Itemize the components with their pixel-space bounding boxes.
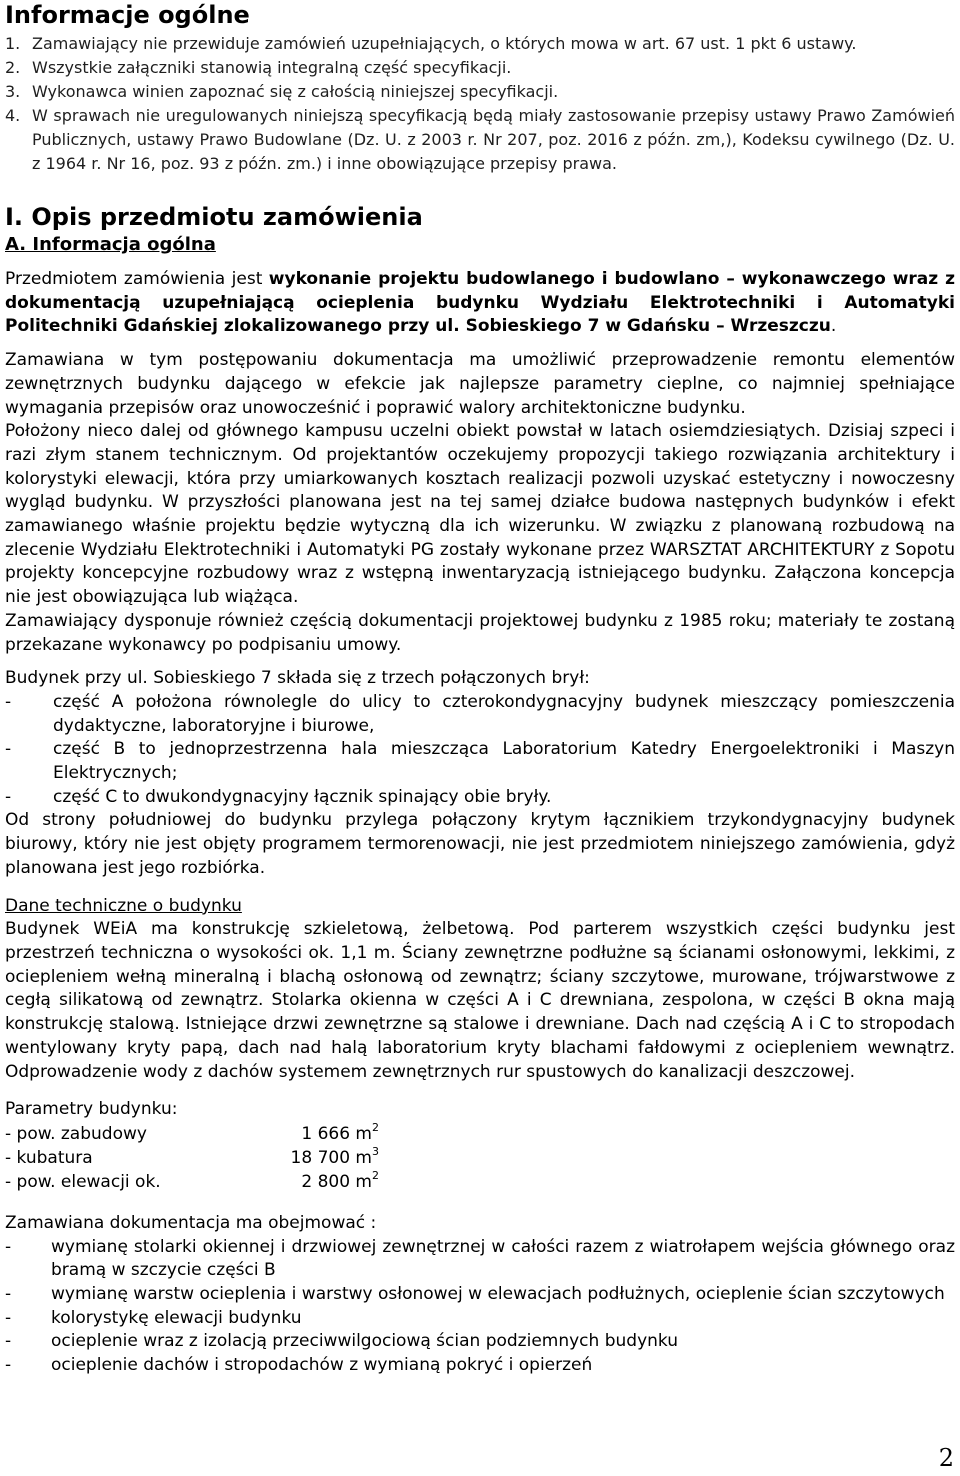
body-paragraph: Zamawiana w tym postępowaniu dokumentacja ma umożliwić przeprowadzenie remontu elementów zewnętrznych budynku dającego w efekcie jak najlepsze parametry cieplne, co najmniej spełniające wymagania przepisów oraz unowocześnić i poprawić walory architektoniczne budynku. <box>5 350 955 418</box>
param-value-text: 2 800 m <box>301 1171 372 1192</box>
general-info-list <box>5 32 955 176</box>
param-value <box>269 1170 379 1194</box>
list-item <box>5 786 955 810</box>
item-text: W sprawach nie uregulowanych niniejszą specyfikacją będą miały zastosowanie przepisy ustawy Prawo Zamówień Publicznych, ustawy Prawo Budowlane (Dz. U. z 2003 r. Nr 207, poz. 2016 z późn. zm,), Kodeksu cywilnego (Dz. U. z 1964 r. Nr 16, poz. 93 z późn. zm.) i inne obowiązujące przepisy prawa. <box>32 106 955 173</box>
tech-data-heading: Dane techniczne o budynku <box>5 895 242 916</box>
dash-bullet: - <box>5 1355 12 1376</box>
list-item-text: ocieplenie wraz z izolacją przeciwwilgociową ścian podziemnych budynku <box>51 1331 678 1352</box>
list-item <box>5 1283 955 1307</box>
list-item-text: kolorystykę elewacji budynku <box>51 1307 302 1328</box>
list-item-text: wymianę stolarki okiennej i drzwiowej zewnętrznej w całości razem z wiatrołapem wejścia głównego oraz bramą w szczycie części B <box>51 1236 955 1281</box>
building-parts-list <box>5 691 955 810</box>
scope-list <box>5 1236 955 1378</box>
params-heading: Parametry budynku: <box>5 1099 178 1120</box>
dash-bullet: - <box>5 691 12 712</box>
item-number: 3. <box>5 82 21 101</box>
param-row <box>5 1146 955 1170</box>
body-paragraph: Położony nieco dalej od głównego kampusu uczelni obiekt powstał w latach osiemdziesiątych. Dzisiaj szpeci i razi złym stanem technicznym. Od projektantów oczekujemy propozycji takiego rozwiązania architektury i kolorystyki elewacji, która przy umiarkowanych kosztach realizacji pozwoli uzyskać estetyczny i nowoczesny wygląd budynku. W przyszłości planowana jest na tej samej działce budowa następnych budynków i efekt zamawianego właśnie projektu będzie wytyczną dla ich wizerunku. W związku z planowaną rozbudową na zlecenie Wydziału Elektrotechniki i Automatyki PG zostały wykonane przez WARSZTAT ARCHITEKTURY z Sopotu projekty koncepcyjne rozbudowy wraz z wstępną inwentaryzacją istniejącego budynku. Załączona koncepcja nie jest obowiązująca lub wiążąca. <box>5 421 955 608</box>
item-number: 1. <box>5 34 21 53</box>
list-item <box>5 1307 955 1331</box>
param-unit-exponent: 2 <box>372 1120 379 1134</box>
param-label: - kubatura <box>5 1147 93 1168</box>
list-item <box>5 691 955 738</box>
list-item <box>5 1330 955 1354</box>
building-intro: Budynek przy ul. Sobieskiego 7 składa się z trzech połączonych brył: <box>5 668 590 689</box>
list-item-text: część A położona równolegle do ulicy to czterokondygnacyjny budynek mieszczący pomieszczenia dydaktyczne, laboratoryjne i biurowe, <box>53 691 955 736</box>
general-info-item <box>5 56 955 80</box>
intro-bold: wykonanie projektu budowlanego i budowlano – wykonawczego wraz z dokumentacją uzupełniającą ocieplenia budynku Wydziału Elektrotechniki i Automatyki Politechniki Gdańskiej zlokalizowanego przy ul. Sobieskiego 7 w Gdańsku – Wrzeszczu <box>5 269 955 337</box>
intro-suffix: . <box>830 316 837 337</box>
item-text: Wykonawca winien zapoznać się z całością niniejszej specyfikacji. <box>32 82 559 101</box>
item-text: Wszystkie załączniki stanowią integralną część specyfikacji. <box>32 58 512 77</box>
item-number: 2. <box>5 58 21 77</box>
intro-paragraph <box>5 268 955 339</box>
tech-data-paragraph: Budynek WEiA ma konstrukcję szkieletową, żelbetową. Pod parterem wszystkich części budynku jest przestrzeń techniczna o wysokości ok. 1,1 m. Ściany zewnętrzne podłużne są ścianami osłonowymi, lekkimi, z ociepleniem wełną mineralną i blachą osłonową od zewnątrz; ściany szczytowe, murowane, trójwarstwowe z cegłą silikatową od zewnątrz. Stolarka okienna w części A i C drewniana, zespolona, w części B okna mają konstrukcję stalową. Istniejące drzwi zewnętrzne są stalowe i drewniane. Dach nad częścią A i C to stropodach wentylowany kryty papą, dach nad halą laboratorium kryty blachami fałdowymi z ociepleniem wewnątrz. Odprowadzenie wody z dachów systemem zewnętrznych rur spustowych do kanalizacji deszczowej. <box>5 919 955 1082</box>
item-text: Zamawiający nie przewiduje zamówień uzupełniających, o których mowa w art. 67 ust. 1 pkt 6 ustawy. <box>32 34 857 53</box>
list-item <box>5 1236 955 1283</box>
intro-prefix: Przedmiotem zamówienia jest <box>5 269 269 289</box>
body-paragraph: Zamawiający dysponuje również częścią dokumentacji projektowej budynku z 1985 roku; materiały te zostaną przekazane wykonawcy po podpisaniu umowy. <box>5 610 955 655</box>
subsection-heading: A. Informacja ogólna <box>5 234 216 255</box>
general-info-item <box>5 80 955 104</box>
dash-bullet: - <box>5 1331 12 1352</box>
dash-bullet: - <box>5 1307 12 1328</box>
param-row <box>5 1170 955 1194</box>
param-value <box>269 1122 379 1146</box>
param-label: - pow. zabudowy <box>5 1123 147 1144</box>
general-info-item <box>5 104 955 176</box>
param-row <box>5 1122 955 1146</box>
param-value <box>269 1146 379 1170</box>
general-info-heading: Informacje ogólne <box>5 1 250 29</box>
dash-bullet: - <box>5 786 12 807</box>
body-paragraph: Od strony południowej do budynku przylega połączony krytym łącznikiem trzykondygnacyjny budynek biurowy, który nie jest objęty programem termorenowacji, nie jest przedmiotem niniejszego zamówienia, gdyż planowana jest jego rozbiórka. <box>5 810 955 878</box>
scope-heading: Zamawiana dokumentacja ma obejmować : <box>5 1212 377 1233</box>
list-item-text: ocieplenie dachów i stropodachów z wymianą pokryć i opierzeń <box>51 1355 593 1376</box>
item-number: 4. <box>5 106 21 125</box>
list-item <box>5 1354 955 1378</box>
list-item-text: część C to dwukondygnacyjny łącznik spinający obie bryły. <box>53 786 552 807</box>
param-unit-exponent: 2 <box>372 1168 379 1182</box>
param-value-text: 18 700 m <box>290 1147 372 1168</box>
param-unit-exponent: 3 <box>372 1144 379 1158</box>
param-value-text: 1 666 m <box>301 1123 372 1144</box>
params-list <box>5 1122 955 1194</box>
dash-bullet: - <box>5 1284 12 1305</box>
list-item <box>5 738 955 785</box>
document-content <box>5 0 955 1378</box>
section-heading: I. Opis przedmiotu zamówienia <box>5 203 423 231</box>
dash-bullet: - <box>5 1236 12 1257</box>
page-number: 2 <box>938 1444 954 1472</box>
general-info-item <box>5 32 955 56</box>
dash-bullet: - <box>5 739 12 760</box>
param-label: - pow. elewacji ok. <box>5 1171 161 1192</box>
list-item-text: część B to jednoprzestrzenna hala mieszcząca Laboratorium Katedry Energoelektroniki i Maszyn Elektrycznych; <box>53 739 955 784</box>
list-item-text: wymianę warstw ocieplenia i warstwy osłonowej w elewacjach podłużnych, ocieplenie ścian szczytowych <box>51 1284 945 1305</box>
